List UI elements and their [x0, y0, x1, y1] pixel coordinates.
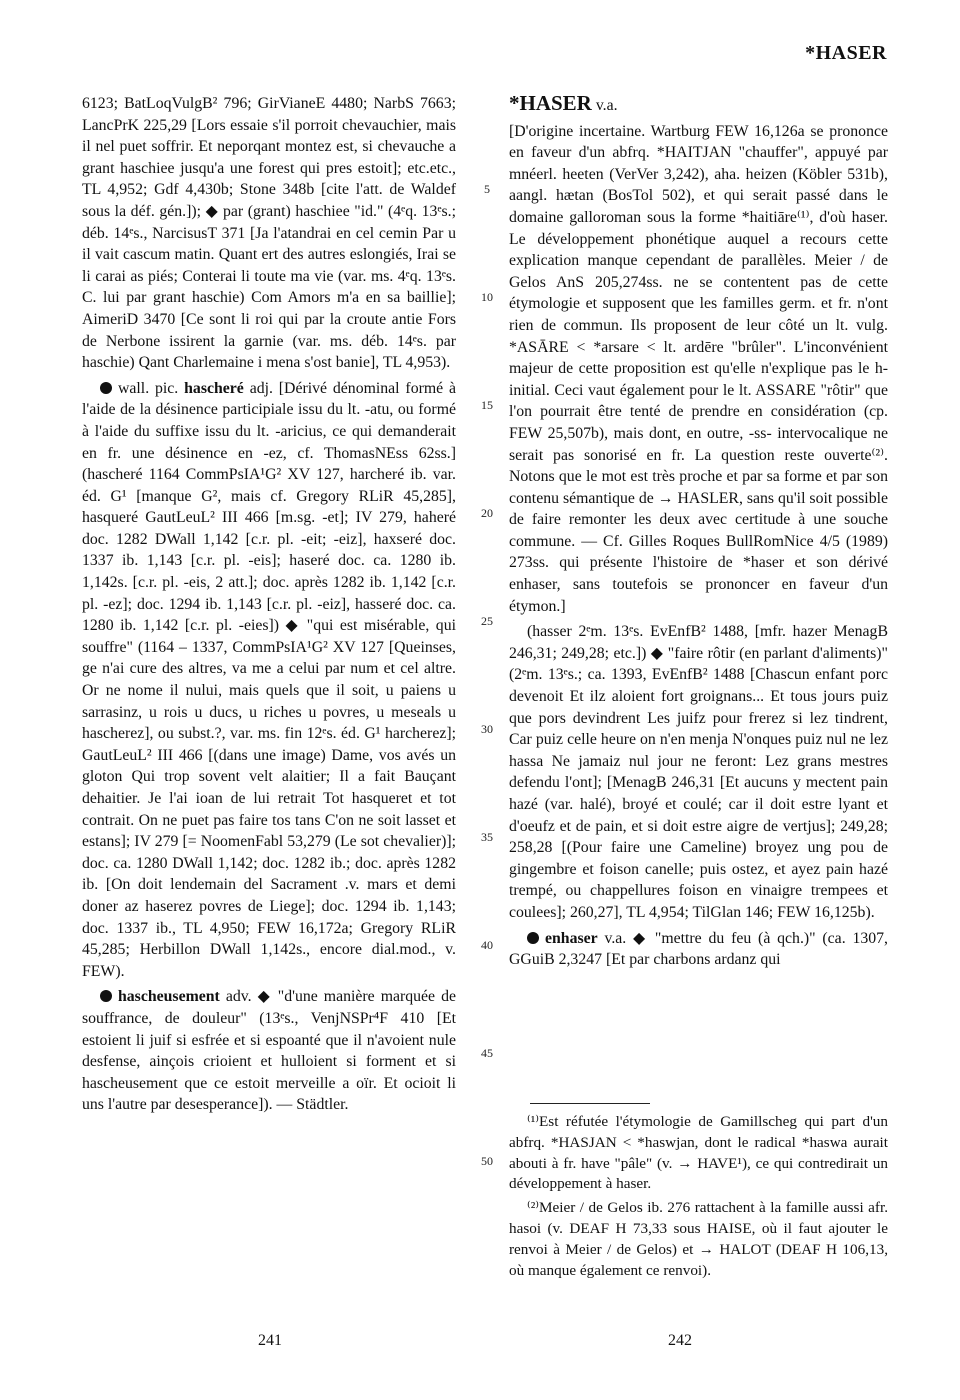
line-number: 40: [481, 938, 493, 953]
footnotes: [509, 1112, 888, 1284]
line-number: 10: [481, 290, 493, 305]
part-of-speech: v.a.: [595, 97, 618, 114]
region-label: wall. pic.: [118, 379, 179, 397]
bullet-icon: [100, 382, 112, 394]
footnote-rule: [530, 1103, 650, 1104]
line-number: 25: [481, 614, 493, 629]
line-number: 20: [481, 506, 493, 521]
entry-hascheré-body: adj. [Dérivé dénominal formé à l'aide de la désinence participiale issu du lt. -atu, ou formé à l'aide du suffixe issu du lt. -aricius, ce qui demanderait en fr. une désinence en -ez, cf. ThomasNEss 62ss.] (hascheré 1164 CommPsIA¹G² XV 127, harcheré ib. var. éd. G¹ [manque G², mais cf. Gregory RLiR 45,285], hasqueré GautLeuL² III 466 [m.sg. -et]; IV 279, haheré doc. 1282 DWall 1,142 [c.r. pl. -eit; -eiz], haxseré doc. 1337 ib. 1,143 [c.r. pl. -eis]; haseré doc. ca. 1280 ib. 1,142s. [c.r. pl. -eis, 2 att.]; doc. après 1282 ib. 1,142 [c.r. pl. -ez]; doc. 1294 ib. 1,143 [c.r. pl. -eiz], hasseré doc. ca. 1280 ib. 1,142 [c.r. pl. -eies]) ◆ "qui est misérable, qui souffre" (1164 – 1337, CommPsIA¹G² XV 127 [Queinses, ge n'ai cure des altres, va me a celui par num et cel altre. Or ne nome il nului, mais quels que il soit, u paiens u sarrasinz, u rois u ducs, u riches u povres, u meseals u hascherez], ou subst.?, var. ms. fin 12ᵉs. éd. G¹ harcherez]; GautLeuL² III 466 [(dans une image) Dame, vos avés un gloton Qui trop sovent velt alaitier; Il a fait Bauçant dehaitier. Je l'ai ioan de lui retrait Tot hasqueret et tot contrait. On ne puet pas faire tos tans C'on ne soit lasset et estans]; IV 279 [= NoomenFabl 53,279 (Le sot chevalier)]; doc. ca. 1280 DWall 1,142; doc. 1282 ib.; doc. après 1282 ib. [On doit lendemain del Sacrament .v. mars et demi doner az haserez povres de Liege]; doc. 1294 ib. 1,143; doc. 1337 ib., TL 4,950; FEW 16,172a; Gregory RLiR 45,285; Herbillon DWall 1,142s., encore dial.mod., v. FEW).: [82, 379, 457, 980]
line-number: 50: [481, 1154, 493, 1169]
bullet-icon: [527, 932, 539, 944]
entry-haser-head: [509, 93, 888, 117]
line-number: 45: [481, 1046, 493, 1061]
etymology-paragraph: [D'origine incertaine. Wartburg FEW 16,126a se prononce en faveur d'un abfrq. *HAITJAN "chauffer", appuyé par mnéerl. heeten (VerVer 3,242), aha. heizen (Köbler 531b), aangl. hætan (BosTol 502), et qui serait passé dans le domaine galloroman sous la forme *haitiāre⁽¹⁾, d'où haser. Le développement phonétique auquel a recours cette explication manque cependant de parallèles. Meier / de Gelos AnS 205,274ss. ne se contentent pas de cette étymologie et supposent que les familles germ. et fr. n'ont rien de commun. Ils proposent de leur côté un lt. vulg. *ASĀRE < *arsare < lt. ardēre "brûler". L'inconvénient majeur de cette proposition est qu'elle n'explique pas le h- initial. Ceci vaut également pour le lt. ASSARE "rôtir" que l'on pourrait être tenté de prendre en considération (cp. FEW 25,507b), mais dont, en outre, -ss- intervocalique ne serait pas sonorisé en fr. La question reste ouverte⁽²⁾. Notons que le mot est très proche et par sa forme et par son contenu sémantique de → HASLER, sans qu'il soit possible de faire remonter les deux avec certitude à une souche commune. — Cf. Gilles Roques BullRomNice 4/5 (1989) 273ss. qui présente l'histoire de *haser et son dérivé enhaser, sans toutefois se prononcer en faveur d'un étymon.]: [509, 122, 888, 615]
line-number: 35: [481, 830, 493, 845]
left-column: [82, 93, 456, 1116]
bullet-icon: [100, 990, 112, 1002]
page-number-left: 241: [258, 1332, 282, 1349]
headword-hascheré: hascheré: [184, 379, 244, 397]
running-head: *HASER: [805, 42, 887, 64]
footnote-2: ⁽²⁾Meier / de Gelos ib. 276 rattachent à la famille aussi afr. hasoi (v. DEAF H 73,33 sous HAISE, où il faut ajouter le renvoi à Meier / de Gelos) et → HALOT (DEAF H 106,13, où manque également ce renvoi).: [509, 1199, 888, 1279]
entry-enhaser-body: v.a. ◆ "mettre du feu (à qch.)" (ca. 1307, GGuiB 2,3247 [Et par charbons ardanz qui: [509, 929, 888, 969]
headword-haser: *HASER: [509, 91, 592, 115]
line-number: 5: [484, 182, 490, 197]
line-number: 30: [481, 722, 493, 737]
headword-enhaser: enhaser: [545, 929, 598, 947]
footnote-1: ⁽¹⁾Est réfutée l'étymologie de Gamillscheg qui part d'un abfrq. *HASJAN < *haswjan, dont le radical *haswa aurait abouti à fr. have "pâle" (v. → HAVE¹), ce qui contredirait un développement à haser.: [509, 1113, 888, 1193]
right-column: [509, 93, 888, 971]
haser-sense-paragraph: (hasser 2ᵉm. 13ᵉs. EvEnfB² 1488, [mfr. hazer MenagB 246,31; 249,28; etc.]) ◆ "faire rôtir (en parlant d'aliments)" (2ᵉm. 13ᵉs.; ca. 1393, EvEnfB² 1488 [Chascun enfant porc devenoit Et ilz aloient fort groignans... Et tous jours puiz que pors devindrent Les juifz pour frerez si lez tindrent, Car puiz celle heure on n'en menja N'onques puiz nul ne lez hassa Ne jamaiz nul jour ne feront: Lez grans mestres defendu l'ont]; [MenagB 246,31 [Et aucuns y mectent pain hazé (var. halé), broyé et coulé; car il doit estre lyant et d'oeufz et de pain, et si doit estre aigre de vertjus]; 249,28; 258,28 [(Pour faire une Cameline) broyez ung pou de gingembre et foison canelle; puis ostez, et ayez pain hazé trempé, ou chappellures foison en vinaigre trempees et coulees]; 260,27], TL 4,954; TilGlan 146; FEW 16,125b).: [509, 623, 888, 921]
line-numbers: [474, 93, 500, 1173]
page-number-right: 242: [668, 1332, 692, 1349]
entry-hascheusement: [82, 986, 456, 1116]
entry-hascheré: [82, 378, 456, 983]
entry-hascheusement-body: adv. ◆ "d'une manière marquée de souffrance, de douleur" (13ᵉs., VenjNSPr⁴F 410 [Et estoient li juif si esfrée et si espoanté que il n'avoient nule desfense, ainçois crioient et hulloient si forment et si hascheusement que ce estoit merveille a oïr. Et ocioit li uns l'autre par desesperance]). — Städtler.: [82, 988, 456, 1114]
headword-hascheusement: hascheusement: [118, 988, 220, 1006]
left-paragraph-1: 6123; BatLoqVulgB² 796; GirVianeE 4480; NarbS 7663; LancPrK 225,29 [Lors essaie s'il porroit chevauchier, mais il nel puet soffrir. Et neporqant montez est, si chevauche a grant haschiee jusqu'a une forest qui pres estoit]; etc.etc., TL 4,952; Gdf 4,430b; Stone 348b [cite l'att. de Waldef sous la déf. gén.]); ◆ par (grant) haschiee "id." (4ᵉq. 13ᵉs.; déb. 14ᵉs., NarcisusT 371 [Ja l'atandrai en cel cemin Par u il vait cascum matin. Quant ert des autres eslongiés, Irai se li carai as piés; Conterai li toute ma vie (var. ms. 4ᵉq. 13ᵉs. C. lui par grant haschie) Com Amors m'a en sa baillie]; AimeriD 3470 [Ce sont li roi qui par la croute antie Fors de Nerbone issirent la garnie (var. ms. déb. 14ᵉs. par haschie) Qant Charlemaine i mena s'ost banie], TL 4,953).: [82, 95, 456, 372]
line-number: 15: [481, 398, 493, 413]
entry-enhaser: [509, 928, 888, 971]
